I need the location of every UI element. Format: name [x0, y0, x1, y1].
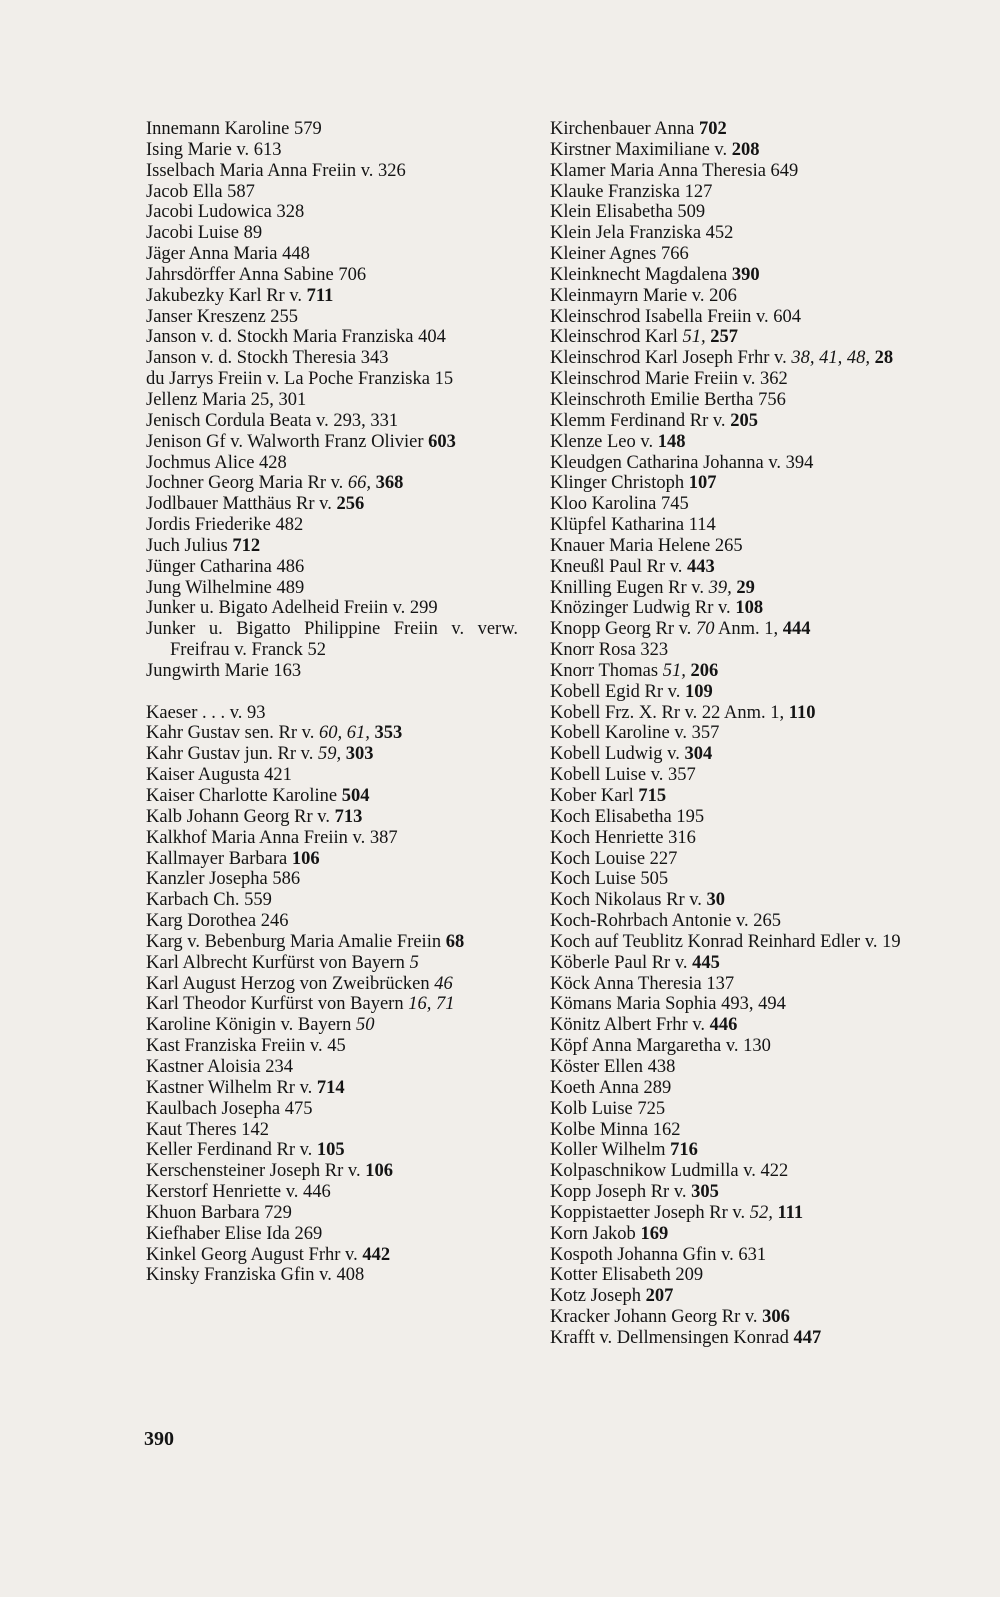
entry-text: Klemm Ferdinand Rr v. — [550, 410, 731, 431]
entry-text: Kahr Gustav jun. Rr v. — [146, 744, 318, 765]
entry-text: Klein Jela Franziska 452 — [550, 223, 734, 244]
entry-main-ref: 306 — [762, 1307, 790, 1328]
entry-text: Karbach Ch. 559 — [146, 890, 272, 911]
index-entry — [550, 1286, 922, 1307]
index-entry — [146, 411, 518, 432]
entry-text: Kastner Aloisia 234 — [146, 1056, 293, 1077]
entry-text: Kracker Johann Georg Rr v. — [550, 1307, 763, 1328]
entry-text: Kallmayer Barbara — [146, 848, 292, 869]
index-entry — [550, 1099, 922, 1120]
entry-text: Janson v. d. Stockh Theresia 343 — [146, 348, 389, 369]
entry-main-ref: 28 — [874, 348, 894, 369]
index-entry — [146, 1203, 518, 1224]
index-entry — [550, 953, 922, 974]
entry-italic-ref: 38, 41, 48, — [791, 348, 870, 369]
index-entry — [550, 828, 922, 849]
index-entry — [550, 1120, 922, 1141]
index-entry — [550, 578, 922, 599]
entry-text: Kleiner Agnes 766 — [550, 244, 689, 265]
entry-main-ref: 256 — [336, 494, 365, 515]
entry-main-ref: 442 — [362, 1244, 391, 1265]
entry-text: Knorr Thomas — [550, 660, 663, 681]
index-entry — [146, 1015, 518, 1036]
entry-main-ref: 257 — [710, 327, 739, 348]
index-entry — [146, 619, 518, 661]
index-entry — [550, 869, 922, 890]
index-entry — [550, 536, 922, 557]
entry-tail: Anm. 1, — [714, 619, 783, 640]
entry-text: Jünger Catharina 486 — [146, 556, 305, 577]
entry-text: Kanzler Josepha 586 — [146, 869, 301, 890]
entry-main-ref: 603 — [428, 431, 456, 452]
entry-text: Kinkel Georg August Frhr v. — [146, 1244, 363, 1265]
entry-text: Janser Kreszenz 255 — [146, 306, 299, 327]
entry-text: Karoline Königin v. Bayern — [146, 1015, 356, 1036]
entry-text: Klüpfel Katharina 114 — [550, 515, 716, 536]
entry-text: Koeth Anna 289 — [550, 1077, 672, 1098]
entry-text: Kober Karl — [550, 786, 639, 806]
entry-text: Koch Luise 505 — [550, 869, 669, 890]
entry-text: Kotter Elisabeth 209 — [550, 1265, 704, 1286]
index-entry — [146, 869, 518, 890]
index-entry — [550, 661, 922, 682]
entry-text: Kinsky Franziska Gfin v. 408 — [146, 1265, 365, 1286]
entry-text: Jacobi Ludowica 328 — [146, 202, 305, 223]
index-entry — [146, 661, 518, 682]
entry-main-ref: 390 — [731, 264, 760, 285]
index-entry — [146, 765, 518, 786]
entry-main-ref: 504 — [341, 786, 370, 806]
entry-text: Kobell Ludwig v. — [550, 744, 685, 765]
index-entry — [550, 723, 922, 744]
entry-main-ref: 207 — [645, 1286, 674, 1307]
entry-main-ref: 206 — [690, 660, 719, 681]
index-entry — [146, 348, 518, 369]
entry-main-ref: 110 — [788, 702, 816, 723]
entry-text: Kobell Karoline v. 357 — [550, 723, 720, 744]
index-entry — [146, 994, 518, 1015]
index-entry — [550, 849, 922, 870]
index-entry — [146, 1078, 518, 1099]
index-entry — [550, 1203, 922, 1224]
entry-text: Isselbach Maria Anna Freiin v. 326 — [146, 160, 406, 181]
entry-main-ref: 711 — [306, 285, 334, 306]
index-entry — [146, 1099, 518, 1120]
index-entry — [146, 807, 518, 828]
index-entry — [550, 703, 922, 724]
entry-text: Koch Nikolaus Rr v. — [550, 890, 707, 911]
entry-main-ref: 106 — [291, 848, 320, 869]
index-entry — [146, 557, 518, 578]
index-entry — [146, 119, 518, 140]
index-entry — [550, 369, 922, 390]
index-entry — [146, 515, 518, 536]
entry-text: Krafft v. Dellmensingen Konrad — [550, 1327, 794, 1348]
entry-text: Jodlbauer Matthäus Rr v. — [146, 494, 337, 515]
index-entry — [550, 327, 922, 348]
index-entry — [146, 1057, 518, 1078]
entry-text: Jung Wilhelmine 489 — [146, 577, 305, 598]
entry-text: Kast Franziska Freiin v. 45 — [146, 1036, 346, 1057]
index-entry — [146, 932, 518, 953]
index-entry — [550, 473, 922, 494]
index-entry — [146, 244, 518, 265]
index-entry — [146, 1245, 518, 1266]
entry-text: Jordis Friederike 482 — [146, 515, 304, 536]
entry-text: Ising Marie v. 613 — [146, 139, 282, 160]
index-entry — [146, 286, 518, 307]
entry-text: Kolb Luise 725 — [550, 1098, 666, 1119]
index-entry — [550, 182, 922, 203]
entry-main-ref: 445 — [692, 952, 720, 973]
entry-main-ref: 715 — [638, 786, 667, 806]
entry-text: Jochner Georg Maria Rr v. — [146, 473, 348, 494]
index-entry — [550, 1057, 922, 1078]
entry-text: Kospoth Johanna Gfin v. 631 — [550, 1244, 767, 1265]
index-entry — [550, 119, 922, 140]
index-entry — [146, 432, 518, 453]
entry-main-ref: 148 — [657, 431, 686, 452]
entry-main-ref: 106 — [365, 1161, 393, 1182]
entry-text: Kolbe Minna 162 — [550, 1119, 681, 1140]
index-entry — [146, 598, 518, 619]
index-entry — [146, 849, 518, 870]
index-entry — [550, 1036, 922, 1057]
entry-text: Jahrsdörffer Anna Sabine 706 — [146, 264, 367, 285]
index-entry — [550, 932, 922, 953]
entry-text: Kaiser Charlotte Karoline — [146, 786, 342, 806]
entry-text: Kleinschrod Isabella Freiin v. 604 — [550, 306, 802, 327]
entry-text: Kleudgen Catharina Johanna v. 394 — [550, 452, 814, 473]
entry-main-ref: 702 — [698, 119, 727, 139]
entry-italic-ref: 51, — [662, 660, 686, 681]
index-entry — [550, 453, 922, 474]
entry-italic-ref: 51, — [682, 327, 706, 348]
index-entry — [550, 994, 922, 1015]
entry-main-ref: 712 — [232, 535, 261, 556]
entry-text: Köberle Paul Rr v. — [550, 952, 693, 973]
index-entry — [550, 557, 922, 578]
entry-text: Kopp Joseph Rr v. — [550, 1182, 692, 1203]
index-entry — [550, 598, 922, 619]
entry-text: Kleinknecht Magdalena — [550, 264, 732, 285]
entry-text: Kaiser Augusta 421 — [146, 765, 292, 786]
entry-main-ref: 714 — [316, 1077, 345, 1098]
entry-text: Kotz Joseph — [550, 1286, 646, 1307]
entry-main-ref: 444 — [782, 619, 811, 640]
index-entry — [146, 369, 518, 390]
index-entry — [550, 1078, 922, 1099]
index-entry — [550, 1328, 922, 1349]
entry-italic-ref: 5 — [409, 952, 419, 973]
index-entry — [550, 265, 922, 286]
entry-italic-ref: 66, — [347, 473, 372, 494]
entry-text: Koch Louise 227 — [550, 848, 678, 869]
entry-text: Junker u. Bigato Adelheid Freiin v. 299 — [146, 598, 438, 619]
entry-text: Kalkhof Maria Anna Freiin v. 387 — [146, 827, 398, 848]
entry-text: Keller Ferdinand Rr v. — [146, 1140, 317, 1161]
index-entry — [146, 536, 518, 557]
entry-text: Klamer Maria Anna Theresia 649 — [550, 160, 799, 181]
entry-text: Knilling Eugen Rr v. — [550, 577, 709, 598]
entry-main-ref: 443 — [687, 556, 715, 577]
entry-main-ref: 368 — [375, 473, 404, 494]
entry-text: Köpf Anna Margaretha v. 130 — [550, 1036, 771, 1057]
entry-text: Koch auf Teublitz Konrad Reinhard Edler v. 19 — [550, 931, 901, 952]
index-entry — [550, 411, 922, 432]
entry-italic-ref: 52, — [749, 1202, 773, 1223]
page-number: 390 — [144, 1428, 174, 1450]
entry-text: Knopp Georg Rr v. — [550, 619, 696, 640]
entry-text: Kleinschroth Emilie Bertha 756 — [550, 389, 786, 410]
entry-text: Kobell Frz. X. Rr v. 22 Anm. 1, — [550, 702, 789, 723]
index-entry — [146, 953, 518, 974]
entry-text: Kobell Egid Rr v. — [550, 681, 685, 702]
index-entry — [550, 244, 922, 265]
entry-text: Kolpaschnikow Ludmilla v. 422 — [550, 1161, 789, 1182]
entry-italic-ref: 59, — [317, 744, 342, 765]
entry-text: Jacobi Luise 89 — [146, 223, 263, 244]
index-entry — [146, 1036, 518, 1057]
index-entry — [146, 140, 518, 161]
entry-main-ref: 208 — [731, 139, 760, 160]
entry-text: Koch Henriette 316 — [550, 827, 696, 848]
entry-italic-ref: 16, 71 — [408, 994, 455, 1015]
entry-text: Jakubezky Karl Rr v. — [146, 285, 307, 306]
entry-text: Karl Theodor Kurfürst von Bayern — [146, 994, 409, 1015]
entry-text: Kaut Theres 142 — [146, 1119, 269, 1140]
entry-text: Koch-Rohrbach Antonie v. 265 — [550, 911, 782, 932]
entry-italic-ref: 50 — [355, 1015, 375, 1036]
index-entry — [550, 1140, 922, 1161]
index-entry — [146, 202, 518, 223]
index-entry — [550, 1245, 922, 1266]
index-entry — [146, 327, 518, 348]
entry-text: Kirchenbauer Anna — [550, 119, 699, 139]
entry-text: Kirstner Maximiliane v. — [550, 139, 732, 160]
entry-main-ref: 68 — [445, 931, 465, 952]
index-entry — [146, 1182, 518, 1203]
index-entry — [550, 1182, 922, 1203]
index-entry — [550, 911, 922, 932]
entry-text: Kleinschrod Marie Freiin v. 362 — [550, 369, 788, 390]
index-entry — [146, 307, 518, 328]
index-entry — [146, 494, 518, 515]
entry-text: Jenison Gf v. Walworth Franz Olivier — [146, 431, 429, 452]
index-entry — [146, 390, 518, 411]
index-entry — [146, 828, 518, 849]
entry-text: Kerstorf Henriette v. 446 — [146, 1182, 331, 1203]
entry-text: Kneußl Paul Rr v. — [550, 556, 688, 577]
index-entry — [550, 286, 922, 307]
index-entry — [550, 223, 922, 244]
entry-text: Knözinger Ludwig Rr v. — [550, 598, 736, 619]
entry-main-ref: 353 — [374, 723, 403, 744]
entry-text: Karg Dorothea 246 — [146, 911, 289, 932]
entry-text: Kleinmayrn Marie v. 206 — [550, 285, 737, 306]
entry-text: Klauke Franziska 127 — [550, 181, 713, 202]
index-entry — [550, 494, 922, 515]
index-entry — [550, 390, 922, 411]
entry-text: Korn Jakob — [550, 1223, 641, 1244]
index-entry — [146, 786, 518, 807]
index-entry — [146, 703, 518, 724]
entry-main-ref: 169 — [640, 1223, 669, 1244]
entry-italic-ref: 39, — [708, 577, 732, 598]
entry-text: Köck Anna Theresia 137 — [550, 973, 735, 994]
index-entry — [146, 1224, 518, 1245]
index-entry — [550, 1161, 922, 1182]
index-entry — [146, 161, 518, 182]
index-entry — [550, 619, 922, 640]
entry-text: Karl Albrecht Kurfürst von Bayern — [146, 952, 410, 973]
index-entry — [550, 1265, 922, 1286]
entry-text: Karg v. Bebenburg Maria Amalie Freiin — [146, 931, 446, 952]
index-entry — [146, 974, 518, 995]
entry-main-ref: 108 — [735, 598, 764, 619]
index-entry — [550, 890, 922, 911]
entry-text: Kloo Karolina 745 — [550, 494, 689, 515]
index-entry — [146, 265, 518, 286]
index-entry — [146, 1161, 518, 1182]
entry-main-ref: 713 — [334, 806, 363, 827]
entry-text: Kömans Maria Sophia 493, 494 — [550, 994, 786, 1015]
entry-text: Karl August Herzog von Zweibrücken — [146, 973, 435, 994]
index-entry — [146, 473, 518, 494]
index-entry — [146, 1140, 518, 1161]
entry-text: Jellenz Maria 25, 301 — [146, 389, 307, 410]
entry-main-ref: 107 — [688, 473, 717, 494]
entry-text: Kleinschrod Karl Joseph Frhr v. — [550, 348, 792, 369]
index-entry — [146, 1120, 518, 1141]
entry-text: Juch Julius — [146, 535, 233, 556]
entry-text: Koppistaetter Joseph Rr v. — [550, 1202, 750, 1223]
entry-text: Janson v. d. Stockh Maria Franziska 404 — [146, 327, 446, 348]
index-entry — [146, 223, 518, 244]
entry-text: Klinger Christoph — [550, 473, 689, 494]
entry-text: Jungwirth Marie 163 — [146, 660, 302, 681]
entry-text: Knauer Maria Helene 265 — [550, 535, 743, 556]
index-entry — [146, 911, 518, 932]
entry-text: Kiefhaber Elise Ida 269 — [146, 1223, 323, 1244]
entry-main-ref: 447 — [793, 1327, 822, 1348]
index-entry — [550, 140, 922, 161]
index-entry — [146, 723, 518, 744]
section-gap — [146, 682, 518, 703]
entry-text: Knorr Rosa 323 — [550, 640, 669, 661]
entry-italic-ref: 60, 61, — [318, 723, 370, 744]
entry-text: Köster Ellen 438 — [550, 1056, 676, 1077]
entry-text: Jäger Anna Maria 448 — [146, 244, 310, 265]
entry-main-ref: 109 — [684, 681, 713, 702]
index-entry — [550, 744, 922, 765]
entry-text: Jacob Ella 587 — [146, 181, 255, 202]
entry-text: Klein Elisabetha 509 — [550, 202, 706, 223]
right-column — [550, 119, 922, 1349]
entry-main-ref: 303 — [345, 744, 374, 765]
index-entry — [146, 453, 518, 474]
index-entry — [550, 974, 922, 995]
entry-main-ref: 105 — [316, 1140, 345, 1161]
index-entry — [146, 1265, 518, 1286]
entry-main-ref: 111 — [777, 1202, 804, 1223]
entry-main-ref: 30 — [706, 890, 726, 911]
index-entry — [550, 765, 922, 786]
index-entry — [146, 578, 518, 599]
entry-text: Kaulbach Josepha 475 — [146, 1098, 313, 1119]
entry-main-ref: 205 — [730, 410, 758, 431]
entry-text: Junker u. Bigatto Philippine Freiin v. verw. Freifrau v. Franck 52 — [146, 619, 518, 661]
entry-text: Innemann Karoline 579 — [146, 119, 322, 139]
entry-text: Kahr Gustav sen. Rr v. — [146, 723, 319, 744]
index-entry — [146, 744, 518, 765]
entry-italic-ref: 46 — [434, 973, 453, 994]
left-column — [146, 119, 518, 1286]
entry-text: Kalb Johann Georg Rr v. — [146, 806, 335, 827]
entry-main-ref: 29 — [736, 577, 755, 598]
entry-text: Khuon Barbara 729 — [146, 1202, 292, 1223]
entry-text: Kastner Wilhelm Rr v. — [146, 1077, 317, 1098]
entry-main-ref: 304 — [684, 744, 713, 765]
index-entry — [146, 890, 518, 911]
entry-text: du Jarrys Freiin v. La Poche Franziska 15 — [146, 369, 454, 390]
index-entry — [550, 1224, 922, 1245]
entry-text: Kobell Luise v. 357 — [550, 765, 696, 786]
entry-main-ref: 305 — [691, 1182, 719, 1203]
index-entry — [550, 348, 922, 369]
index-entry — [550, 1307, 922, 1328]
index-entry — [550, 307, 922, 328]
index-entry — [550, 807, 922, 828]
entry-text: Kerschensteiner Joseph Rr v. — [146, 1161, 366, 1182]
index-entry — [550, 161, 922, 182]
entry-text: Kleinschrod Karl — [550, 327, 683, 348]
index-entry — [550, 786, 922, 807]
entry-text: Jochmus Alice 428 — [146, 452, 287, 473]
entry-text: Kaeser . . . v. 93 — [146, 702, 266, 723]
entry-main-ref: 716 — [670, 1140, 698, 1161]
index-entry — [146, 182, 518, 203]
entry-text: Jenisch Cordula Beata v. 293, 331 — [146, 410, 399, 431]
entry-text: Könitz Albert Frhr v. — [550, 1015, 710, 1036]
entry-text: Klenze Leo v. — [550, 431, 658, 452]
index-entry — [550, 1015, 922, 1036]
entry-text: Koch Elisabetha 195 — [550, 806, 705, 827]
index-entry — [550, 640, 922, 661]
entry-main-ref: 446 — [709, 1015, 738, 1036]
index-entry — [550, 515, 922, 536]
entry-text: Koller Wilhelm — [550, 1140, 671, 1161]
index-entry — [550, 682, 922, 703]
entry-italic-ref: 70 — [695, 619, 715, 640]
index-entry — [550, 202, 922, 223]
index-entry — [550, 432, 922, 453]
